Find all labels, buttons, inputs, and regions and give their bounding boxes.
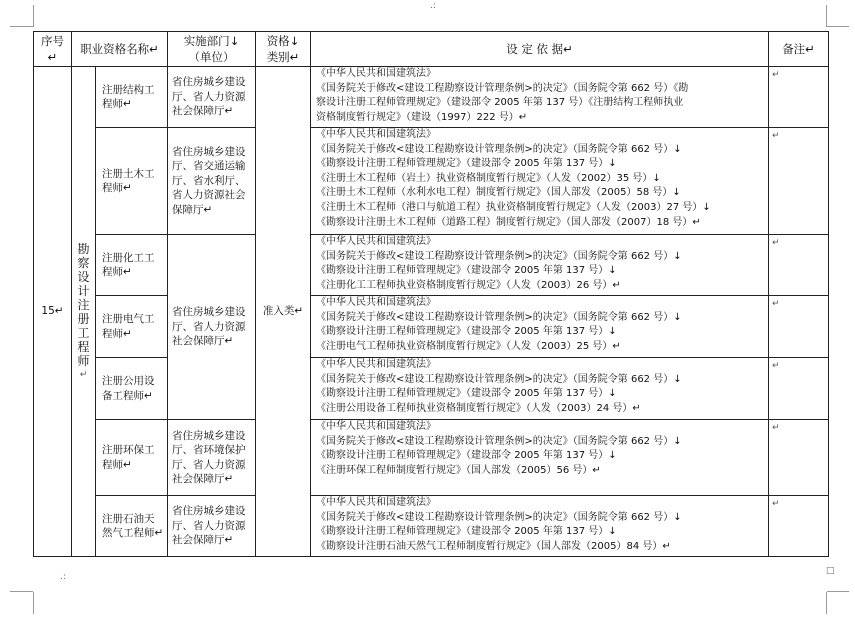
- legal-basis: [311, 296, 769, 358]
- category-char: 设: [77, 269, 90, 284]
- header-basis: 设 定 依 据↵: [311, 32, 769, 67]
- basis-line: 《注册化工工程师执业资格制度暂行规定》（人发（2003）26 号）↵: [316, 279, 621, 291]
- note-cell: [769, 128, 829, 235]
- basis-line: 《注册土木工程师（岩土）执业资格制度暂行规定》（人发（2002）35 号）↓: [316, 172, 661, 184]
- category-char: 察: [77, 255, 90, 270]
- basis-line: 《中华人民共和国建筑法》: [316, 129, 437, 140]
- crop-mark-top-right-v: [826, 5, 827, 27]
- group-category: [72, 67, 96, 557]
- category-char: 师: [77, 353, 90, 368]
- basis-line: 《勘察设计注册工程师管理规定》（建设部令 2005 年第 137 号）↓: [316, 158, 617, 170]
- basis-line: 《中华人民共和国建筑法》: [316, 236, 437, 247]
- basis-line: 《国务院关于修改<建设工程勘察设计管理条例>的决定》（国务院令第 662 号）↓: [316, 250, 682, 262]
- note-cell: [769, 67, 829, 128]
- basis-line: 《勘察设计注册工程师管理规定》（建设部令 2005 年第 137 号）↓: [316, 388, 617, 400]
- basis-line: 《勘察设计注册工程师管理规定》（建设部令 2005 年第 137 号）↓: [316, 265, 617, 277]
- crop-mark-bottom-left-v: [33, 592, 34, 614]
- crop-mark-top-left-v: [33, 5, 34, 27]
- crop-mark-bottom-right-h: [827, 591, 849, 592]
- basis-line: 《中华人民共和国建筑法》: [316, 297, 437, 308]
- note-cell: [769, 496, 829, 557]
- category-vertical-text: [75, 242, 92, 382]
- header-note: 备注↵: [769, 32, 829, 67]
- crop-mark-top-right-h: [827, 26, 849, 27]
- note-mark: ↵: [772, 238, 780, 248]
- header-row: [34, 32, 829, 67]
- note-mark: ↵: [772, 499, 780, 509]
- basis-line: 《中华人民共和国建筑法》: [316, 68, 437, 79]
- basis-line: 《中华人民共和国建筑法》: [316, 421, 437, 432]
- legal-basis: [311, 235, 769, 296]
- qualification-name: 注册石油天然气工程师↵: [96, 496, 168, 557]
- department: 省住房城乡建设厅、省交通运输厅、省水利厅、省人力资源社会保障厅↵: [168, 128, 256, 235]
- basis-line: 《注册电气工程师执业资格制度暂行规定》（人发（2003）25 号）↵: [316, 340, 621, 352]
- legal-basis: [311, 496, 769, 557]
- basis-line: 《注册土木工程师（港口与航道工程）执业资格制度暂行规定》（人发（2003）27 号）↓: [316, 201, 711, 213]
- note-mark: ↵: [772, 131, 780, 141]
- basis-line: 《国务院关于修改<建设工程勘察设计管理条例>的决定》（国务院令第 662 号）↓: [316, 511, 682, 523]
- basis-line: 资格制度暂行规定》（建设（1997）222 号）↵: [316, 111, 528, 123]
- note-mark: ↵: [772, 423, 780, 433]
- table-row: [34, 496, 829, 557]
- table-end-marker: □: [826, 566, 835, 576]
- crop-mark-top-left-h: [10, 26, 33, 27]
- qualification-name: 注册公用设备工程师↵: [96, 358, 168, 420]
- department: 省住房城乡建设厅、省人力资源社会保障厅↵: [168, 235, 256, 420]
- basis-line: 《国务院关于修改<建设工程勘察设计管理条例>的决定》（国务院令第 662 号）《勘: [316, 82, 689, 94]
- note-cell: [769, 358, 829, 420]
- basis-line: 《国务院关于修改<建设工程勘察设计管理条例>的决定》（国务院令第 662 号）↓: [316, 435, 682, 447]
- qualification-table: [33, 31, 829, 557]
- basis-line: 《注册土木工程师（水利水电工程）制度暂行规定》（国人部发（2005）58 号）↓: [316, 187, 681, 199]
- paragraph-mark-top: .:: [430, 1, 436, 11]
- qualification-name: 注册结构工程师↵: [96, 67, 168, 128]
- legal-basis: [311, 128, 769, 235]
- crop-mark-bottom-left-h: [10, 591, 33, 592]
- department: 省住房城乡建设厅、省环境保护厅、省人力资源社会保障厅↵: [168, 420, 256, 496]
- basis-line: 《勘察设计注册工程师管理规定》（建设部令 2005 年第 137 号）↓: [316, 526, 617, 538]
- header-name: 职业资格名称↵: [72, 32, 168, 67]
- paragraph-mark-bottom: .:: [60, 572, 66, 582]
- header-dept: 实施部门↓ （单位）: [168, 32, 256, 67]
- basis-line: 察设计注册工程师管理规定》（建设部令 2005 年第 137 号）《注册结构工程师执业: [316, 97, 684, 109]
- table-row: [34, 235, 829, 296]
- qualification-name: 注册电气工程师↵: [96, 296, 168, 358]
- note-mark: ↵: [772, 361, 780, 371]
- department: 省住房城乡建设厅、省人力资源社会保障厅↵: [168, 496, 256, 557]
- group-number: 15↵: [34, 67, 72, 557]
- category-char: 工: [77, 325, 90, 340]
- header-type: 资格↓ 类别↵: [256, 32, 311, 67]
- category-char: 册: [77, 311, 90, 326]
- category-char: 勘: [77, 241, 90, 256]
- legal-basis: [311, 67, 769, 128]
- qualification-name: 注册土木工程师↵: [96, 128, 168, 235]
- category-char: 程: [77, 339, 90, 354]
- basis-line: 《注册公用设备工程师执业资格制度暂行规定》（人发（2003）24 号）↵: [316, 402, 641, 414]
- note-mark: ↵: [772, 70, 780, 80]
- basis-line: 《国务院关于修改<建设工程勘察设计管理条例>的决定》（国务院令第 662 号）↓: [316, 373, 682, 385]
- basis-line: 《中华人民共和国建筑法》: [316, 359, 437, 370]
- basis-line: 《注册环保工程师制度暂行规定》（国人部发（2005）56 号）↵: [316, 464, 601, 476]
- basis-line: 《国务院关于修改<建设工程勘察设计管理条例>的决定》（国务院令第 662 号）↓: [316, 311, 682, 323]
- department: 省住房城乡建设厅、省人力资源社会保障厅↵: [168, 67, 256, 128]
- basis-line: 《勘察设计注册石油天然气工程师制度暂行规定》（国人部发（2005）84 号）↵: [316, 540, 671, 552]
- table-row: [34, 358, 829, 420]
- note-cell: [769, 235, 829, 296]
- category-mark: ↵: [79, 369, 88, 380]
- table-row: [34, 420, 829, 496]
- table-row: [34, 128, 829, 235]
- crop-mark-bottom-right-v: [826, 592, 827, 614]
- legal-basis: [311, 358, 769, 420]
- qualification-name: 注册环保工程师↵: [96, 420, 168, 496]
- basis-line: 《中华人民共和国建筑法》: [316, 497, 437, 508]
- basis-line: 《勘察设计注册土木工程师（道路工程）制度暂行规定》（国人部发（2007）18 号）↵: [316, 216, 701, 228]
- header-no: 序号↵: [34, 32, 72, 67]
- note-cell: [769, 420, 829, 496]
- note-mark: ↵: [772, 299, 780, 309]
- category-char: 注: [77, 297, 90, 312]
- qualification-name: 注册化工工程师↵: [96, 235, 168, 296]
- table-row: [34, 296, 829, 358]
- qualification-type: 准入类↵: [256, 67, 311, 557]
- legal-basis: [311, 420, 769, 496]
- note-cell: [769, 296, 829, 358]
- basis-line: 《国务院关于修改<建设工程勘察设计管理条例>的决定》（国务院令第 662 号）↓: [316, 143, 682, 155]
- basis-line: 《勘察设计注册工程师管理规定》（建设部令 2005 年第 137 号）↓: [316, 326, 617, 338]
- category-char: 计: [77, 283, 90, 298]
- table-row: [34, 67, 829, 128]
- basis-line: 《勘察设计注册工程师管理规定》（建设部令 2005 年第 137 号）↓: [316, 450, 617, 462]
